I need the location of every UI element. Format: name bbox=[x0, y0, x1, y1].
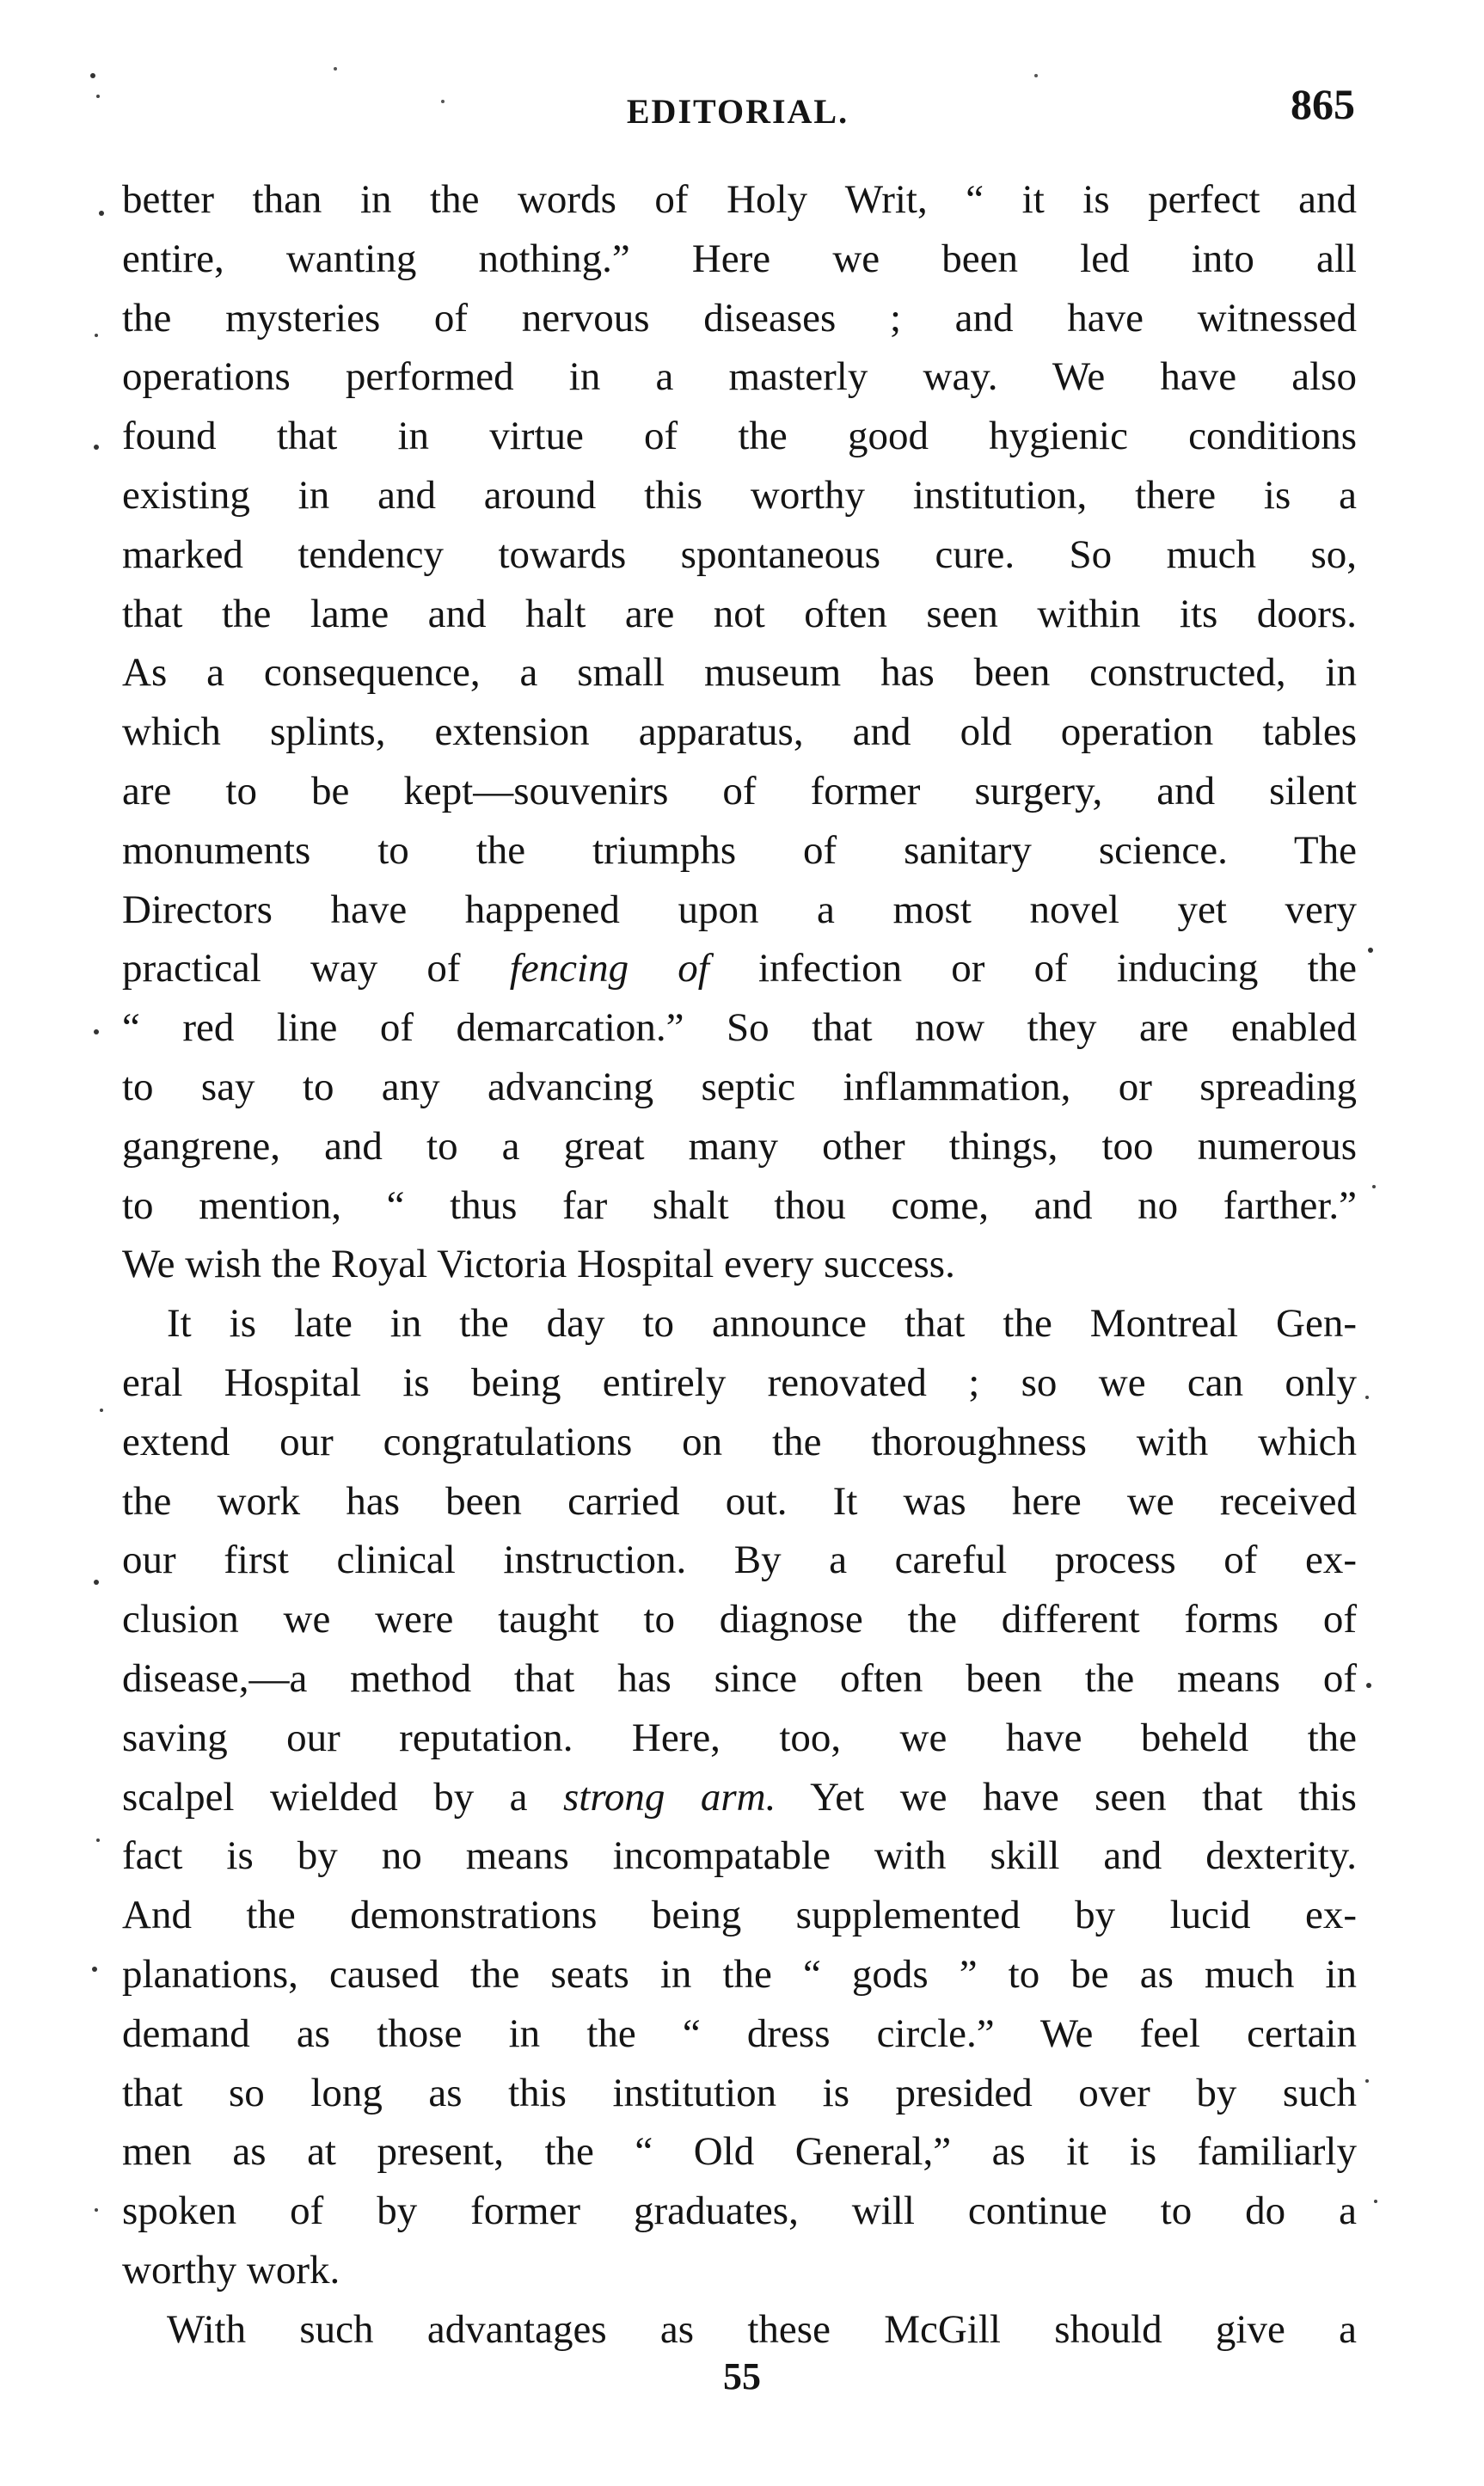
speck bbox=[1372, 1185, 1376, 1188]
text-run: infection or of inducing the bbox=[708, 946, 1357, 991]
text-run: practical way of bbox=[122, 946, 510, 991]
speck bbox=[94, 1580, 99, 1585]
text-line: better than in the words of Holy Writ, “ it is perfect and bbox=[122, 177, 1357, 222]
speck bbox=[96, 1838, 100, 1842]
speck bbox=[95, 2208, 98, 2212]
italic-run: strong arm. bbox=[563, 1774, 776, 1820]
speck bbox=[1034, 74, 1038, 77]
text-line bbox=[122, 1768, 1357, 1827]
speck bbox=[94, 1029, 99, 1034]
speck bbox=[1374, 2200, 1377, 2203]
text-line: spoken of by former graduates, will continue to do a bbox=[122, 2188, 1357, 2234]
text-line: planations, caused the seats in the “ gods ” to be as much in bbox=[122, 1951, 1357, 1997]
text-line: marked tendency towards spontaneous cure. So much so, bbox=[122, 531, 1357, 577]
body-text bbox=[122, 170, 1357, 2359]
text-line: our first clinical instruction. By a careful process of ex- bbox=[122, 1538, 1357, 1583]
speck bbox=[100, 1409, 103, 1412]
speck bbox=[1368, 948, 1373, 953]
signature-mark: 55 bbox=[723, 2355, 761, 2397]
page-number: 865 bbox=[1291, 80, 1355, 128]
text-line: saving our reputation. Here, too, we have beheld the bbox=[122, 1715, 1357, 1760]
speck bbox=[1365, 2079, 1369, 2083]
italic-run: fencing of bbox=[509, 946, 709, 991]
speck bbox=[1366, 1683, 1371, 1688]
text-line: are to be kept—souvenirs of former surgery, and silent bbox=[122, 768, 1357, 813]
speck bbox=[99, 211, 104, 216]
text-line: We wish the Royal Victoria Hospital every success. bbox=[122, 1242, 955, 1287]
text-line: to say to any advancing septic inflammation, or spreading bbox=[122, 1064, 1357, 1109]
text-line: the work has been carried out. It was here we received bbox=[122, 1478, 1357, 1524]
text-line: demand as those in the “ dress circle.” We feel certain bbox=[122, 2010, 1357, 2056]
text-run: scalpel wielded by a bbox=[122, 1774, 563, 1820]
text-line: And the demonstrations being supplemented by lucid ex- bbox=[122, 1893, 1357, 1938]
text-line: fact is by no means incompatable with skill and dexterity. bbox=[122, 1833, 1357, 1879]
speck bbox=[96, 95, 100, 98]
text-line: As a consequence, a small museum has been constructed, in bbox=[122, 650, 1357, 696]
running-title: EDITORIAL. bbox=[626, 92, 849, 131]
speck bbox=[95, 334, 98, 337]
text-line: disease,—a method that has since often been the means of bbox=[122, 1655, 1357, 1701]
text-line: eral Hospital is being entirely renovated ; so we can only bbox=[122, 1360, 1357, 1405]
text-line: found that in virtue of the good hygienic conditions bbox=[122, 414, 1357, 459]
text-line: men as at present, the “ Old General,” as it is familiarly bbox=[122, 2129, 1357, 2175]
text-line: entire, wanting nothing.” Here we been led into all bbox=[122, 236, 1357, 281]
speck bbox=[94, 445, 99, 450]
running-header bbox=[120, 79, 1355, 139]
text-run: Yet we have seen that this bbox=[776, 1774, 1357, 1820]
text-line: operations performed in a masterly way. We have also bbox=[122, 354, 1357, 400]
text-line: It is late in the day to announce that the Montreal Gen- bbox=[167, 1301, 1357, 1347]
text-line: monuments to the triumphs of sanitary science. The bbox=[122, 827, 1357, 873]
text-line: “ red line of demarcation.” So that now they are enabled bbox=[122, 1005, 1357, 1051]
text-line: the mysteries of nervous diseases ; and have witnessed bbox=[122, 295, 1357, 341]
text-line: that the lame and halt are not often seen within its doors. bbox=[122, 591, 1357, 636]
speck bbox=[92, 1967, 97, 1972]
text-line: gangrene, and to a great many other things, too numerous bbox=[122, 1123, 1357, 1169]
speck bbox=[334, 67, 337, 71]
speck bbox=[1365, 1396, 1369, 1399]
text-line: existing in and around this worthy institution, there is a bbox=[122, 472, 1357, 518]
speck bbox=[90, 73, 95, 78]
text-line: that so long as this institution is presided over by such bbox=[122, 2070, 1357, 2115]
text-line: With such advantages as these McGill should give a bbox=[167, 2306, 1357, 2352]
text-line: which splints, extension apparatus, and old operation tables bbox=[122, 709, 1357, 755]
text-line: extend our congratulations on the thoroughness with which bbox=[122, 1419, 1357, 1464]
text-line: worthy work. bbox=[122, 2247, 340, 2293]
text-line bbox=[122, 939, 1357, 998]
text-line: clusion we were taught to diagnose the different forms of bbox=[122, 1597, 1357, 1642]
text-line: to mention, “ thus far shalt thou come, and no farther.” bbox=[122, 1182, 1357, 1228]
text-line: Directors have happened upon a most novel yet very bbox=[122, 887, 1357, 932]
